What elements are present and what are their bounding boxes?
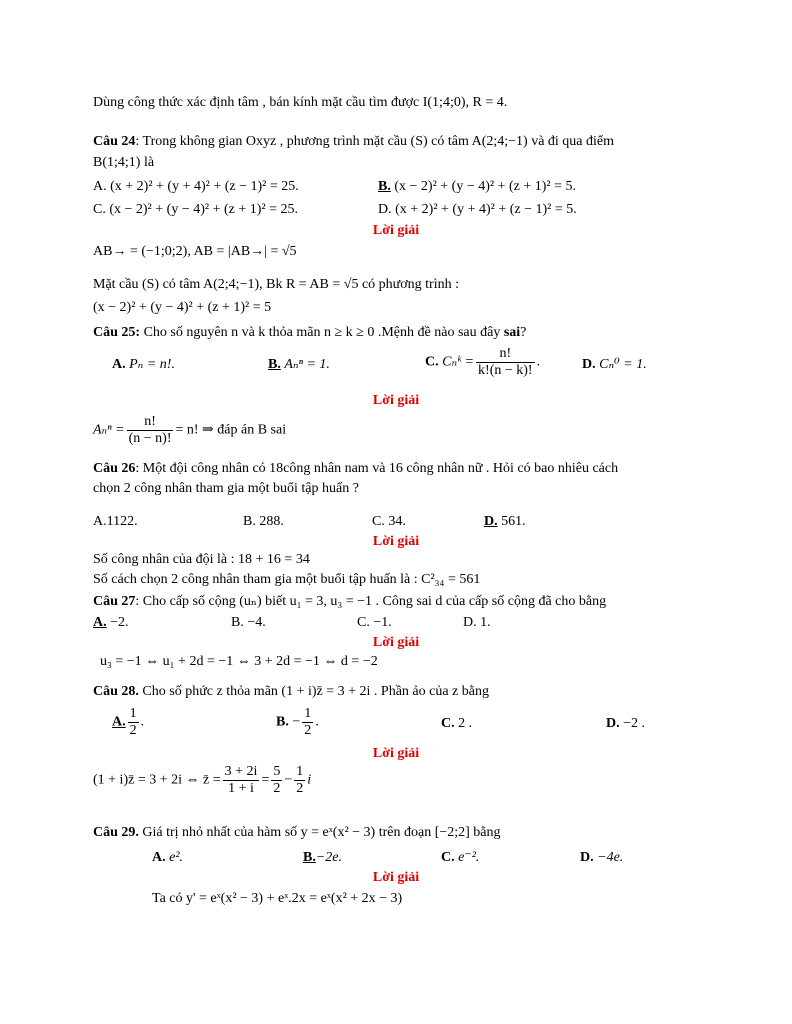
q27-solution: u₃ = −1 ⇔ u₁ + 2d = −1 ⇔ 3 + 2d = −1 ⇔ d = −2 <box>100 654 378 669</box>
q25-option-d-key: D. <box>582 357 596 372</box>
q25-text-end: ? <box>520 325 527 340</box>
q28-option-c-key: C. <box>441 716 455 731</box>
q29-option-a-text: e². <box>169 850 184 865</box>
q24-option-a: A. (x + 2)² + (y + 4)² + (z − 1)² = 25. <box>93 179 299 194</box>
q24-option-c: C. (x − 2)² + (y − 4)² + (z + 1)² = 25. <box>93 202 298 217</box>
q29-option-c <box>441 849 479 867</box>
q28-option-c <box>441 715 472 733</box>
q28-solution-pre: (1 + i)z̄ = 3 + 2i ⇔ z̄ = <box>93 772 221 788</box>
q25-label: Câu 25: <box>93 325 141 340</box>
q24-option-b <box>378 178 576 196</box>
q27-option-c: C. −1. <box>357 615 392 630</box>
q27-option-a <box>93 614 129 632</box>
q28-option-b-pre: − <box>292 714 301 730</box>
q24-option-b-text: (x − 2)² + (y − 4)² + (z + 1)² = 5. <box>394 179 576 194</box>
q24-solution-3: (x − 2)² + (y − 4)² + (z + 1)² = 5 <box>93 300 272 315</box>
q29-option-b-key: B. <box>303 850 316 865</box>
q28-solution-i: i <box>307 772 312 788</box>
q28-solution-f3-den: 2 <box>296 781 304 796</box>
q29-solution-label: Lời giải <box>372 870 420 885</box>
q28-option-c-text: 2 . <box>458 716 473 731</box>
q25-option-c-pre: Cₙᵏ = <box>442 354 475 370</box>
q28-solution-minus: − <box>284 772 293 788</box>
q25-option-b-text: Aₙⁿ = 1. <box>284 357 330 372</box>
q26-option-c: C. 34. <box>372 514 406 529</box>
q25-option-d-text: Cₙ⁰ = 1. <box>599 357 647 372</box>
q26-solution-1: Số công nhân của đội là : 18 + 16 = 34 <box>93 552 310 567</box>
q25-question <box>93 324 526 342</box>
q28-option-a-fraction <box>128 706 139 739</box>
q28-option-b-key: B. <box>276 714 289 730</box>
q28-option-a: A. $\frac{1}{2}$ . <box>112 706 145 738</box>
q28-solution-f1-den: 1 + i <box>228 781 254 796</box>
q28-option-d <box>606 715 645 733</box>
q26-label: Câu 26 <box>93 461 136 476</box>
q29-label: Câu 29. <box>93 825 139 840</box>
q24-text-line2: B(1;4;1) là <box>93 155 155 170</box>
q25-solution-label: Lời giải <box>372 393 420 408</box>
q25-option-c-fraction <box>476 346 535 379</box>
q28-option-d-key: D. <box>606 716 620 731</box>
q27-solution-label: Lời giải <box>372 635 420 650</box>
q29-solution: Ta có y' = eˣ(x² − 3) + eˣ.2x = eˣ(x² + 2x − 3) <box>152 891 403 906</box>
q28-solution-f2-den: 2 <box>273 781 281 796</box>
q24-question <box>93 133 614 151</box>
q28-text: Cho số phức z thỏa mãn (1 + i)z̄ = 3 + 2i . Phần ảo của z bằng <box>138 684 489 699</box>
q26-option-a: A.1122. <box>93 514 138 529</box>
q29-option-d-text: −4e. <box>597 850 624 865</box>
q29-option-a <box>152 849 183 867</box>
q29-text: Giá trị nhỏ nhất của hàm số y = eˣ(x² − 3) trên đoạn [−2;2] bằng <box>138 825 501 840</box>
q28-solution-fraction-3 <box>294 764 305 797</box>
q26-text-line1: : Một đội công nhân có 18công nhân nam và 16 công nhân nữ . Hỏi có bao nhiêu cách <box>135 461 619 476</box>
q25-option-b-key: B. <box>268 357 281 372</box>
q28-solution <box>93 764 311 797</box>
q25-option-b <box>268 356 330 374</box>
q24-text-line1: : Trong không gian Oxyz , phương trình mặt cầu (S) có tâm A(2;4;−1) và đi qua điểm <box>135 134 615 149</box>
q28-option-b-den: 2 <box>304 723 312 738</box>
q27-option-d: D. 1. <box>463 615 491 630</box>
q25-solution <box>93 414 286 447</box>
q28-solution-label: Lời giải <box>372 746 420 761</box>
q26-option-d-key: D. <box>484 514 498 529</box>
q27-option-a-key: A. <box>93 615 107 630</box>
q28-solution-f1-num: 3 + 2i <box>224 764 258 779</box>
q26-question <box>93 460 618 478</box>
q25-option-c-den: k!(n − k)! <box>478 363 533 378</box>
q26-option-d-text: 561. <box>501 514 526 529</box>
q29-option-a-key: A. <box>152 850 166 865</box>
q29-option-c-key: C. <box>441 850 455 865</box>
q29-option-b-text: −2e. <box>315 850 343 865</box>
q27-label: Câu 27 <box>93 594 136 609</box>
q28-solution-eq: = <box>261 772 270 788</box>
q26-text-line2: chọn 2 công nhân tham gia một buổi tập huấn ? <box>93 481 359 496</box>
q24-solution-label: Lời giải <box>372 223 420 238</box>
q28-solution-fraction-1 <box>223 764 260 797</box>
q25-option-a-text: Pₙ = n!. <box>129 357 175 372</box>
q24-option-b-key: B. <box>378 179 391 194</box>
q27-option-b: B. −4. <box>231 615 266 630</box>
q26-solution-label: Lời giải <box>372 534 420 549</box>
q28-option-a-den: 2 <box>129 723 137 738</box>
q25-text: Cho số nguyên n và k thỏa mãn n ≥ k ≥ 0 .Mệnh đề nào sau đây <box>140 325 504 340</box>
q28-question <box>93 683 489 701</box>
q25-solution-fraction <box>127 414 174 447</box>
q26-solution-2: Số cách chọn 2 công nhân tham gia một buổi tập huấn là : C²₃₄ = 561 <box>93 572 481 587</box>
q25-option-d <box>582 356 647 374</box>
q28-option-b: B. − $\frac{1}{2}$ . <box>276 706 319 738</box>
q25-option-a-key: A. <box>112 357 126 372</box>
q25-option-c-key: C. <box>425 354 439 370</box>
q28-option-b-num: 1 <box>304 706 312 721</box>
q26-option-b: B. 288. <box>243 514 284 529</box>
q28-option-a-key: A. <box>112 714 126 730</box>
q28-solution-fraction-2 <box>271 764 282 797</box>
q28-option-b-fraction <box>302 706 313 739</box>
q27-question <box>93 593 606 611</box>
q24-solution-1: AB→ = (−1;0;2), AB = |AB→| = √5 <box>93 244 297 259</box>
q27-text: : Cho cấp số cộng (uₙ) biết u₁ = 3, u₃ = −1 . Công sai d của cấp số cộng đã cho bằng <box>135 594 607 609</box>
q24-solution-2: Mặt cầu (S) có tâm A(2;4;−1), Bk R = AB = √5 có phương trình : <box>93 277 459 292</box>
q25-option-c-num: n! <box>476 346 535 363</box>
q28-solution-f3-num: 1 <box>296 764 304 779</box>
q28-solution-f2-num: 5 <box>273 764 281 779</box>
intro-text: Dùng công thức xác định tâm , bán kính mặt cầu tìm được I(1;4;0), R = 4. <box>93 95 508 110</box>
q25-solution-den: (n − n)! <box>128 431 172 446</box>
q29-option-d <box>580 849 623 867</box>
q26-option-d <box>484 513 526 531</box>
q27-option-a-text: −2. <box>110 615 129 630</box>
q25-solution-pre: Aₙⁿ = <box>93 422 125 438</box>
q29-option-c-text: e⁻². <box>458 850 480 865</box>
q25-option-c: C. Cₙᵏ = $\frac{n!}{k!(n - k)!}$ . <box>425 346 541 378</box>
q29-question <box>93 824 501 842</box>
q25-option-a <box>112 356 175 374</box>
q29-option-d-key: D. <box>580 850 594 865</box>
q24-option-d: D. (x + 2)² + (y + 4)² + (z − 1)² = 5. <box>378 202 577 217</box>
q25-text-bold: sai <box>503 325 521 340</box>
q24-label: Câu 24 <box>93 134 136 149</box>
q28-option-a-num: 1 <box>129 706 137 721</box>
q25-solution-num: n! <box>127 414 174 431</box>
q25-solution-post: = n! ⇒ đáp án B sai <box>175 422 287 438</box>
q29-option-b <box>303 849 342 867</box>
q28-label: Câu 28. <box>93 684 139 699</box>
q28-option-d-text: −2 . <box>623 716 646 731</box>
